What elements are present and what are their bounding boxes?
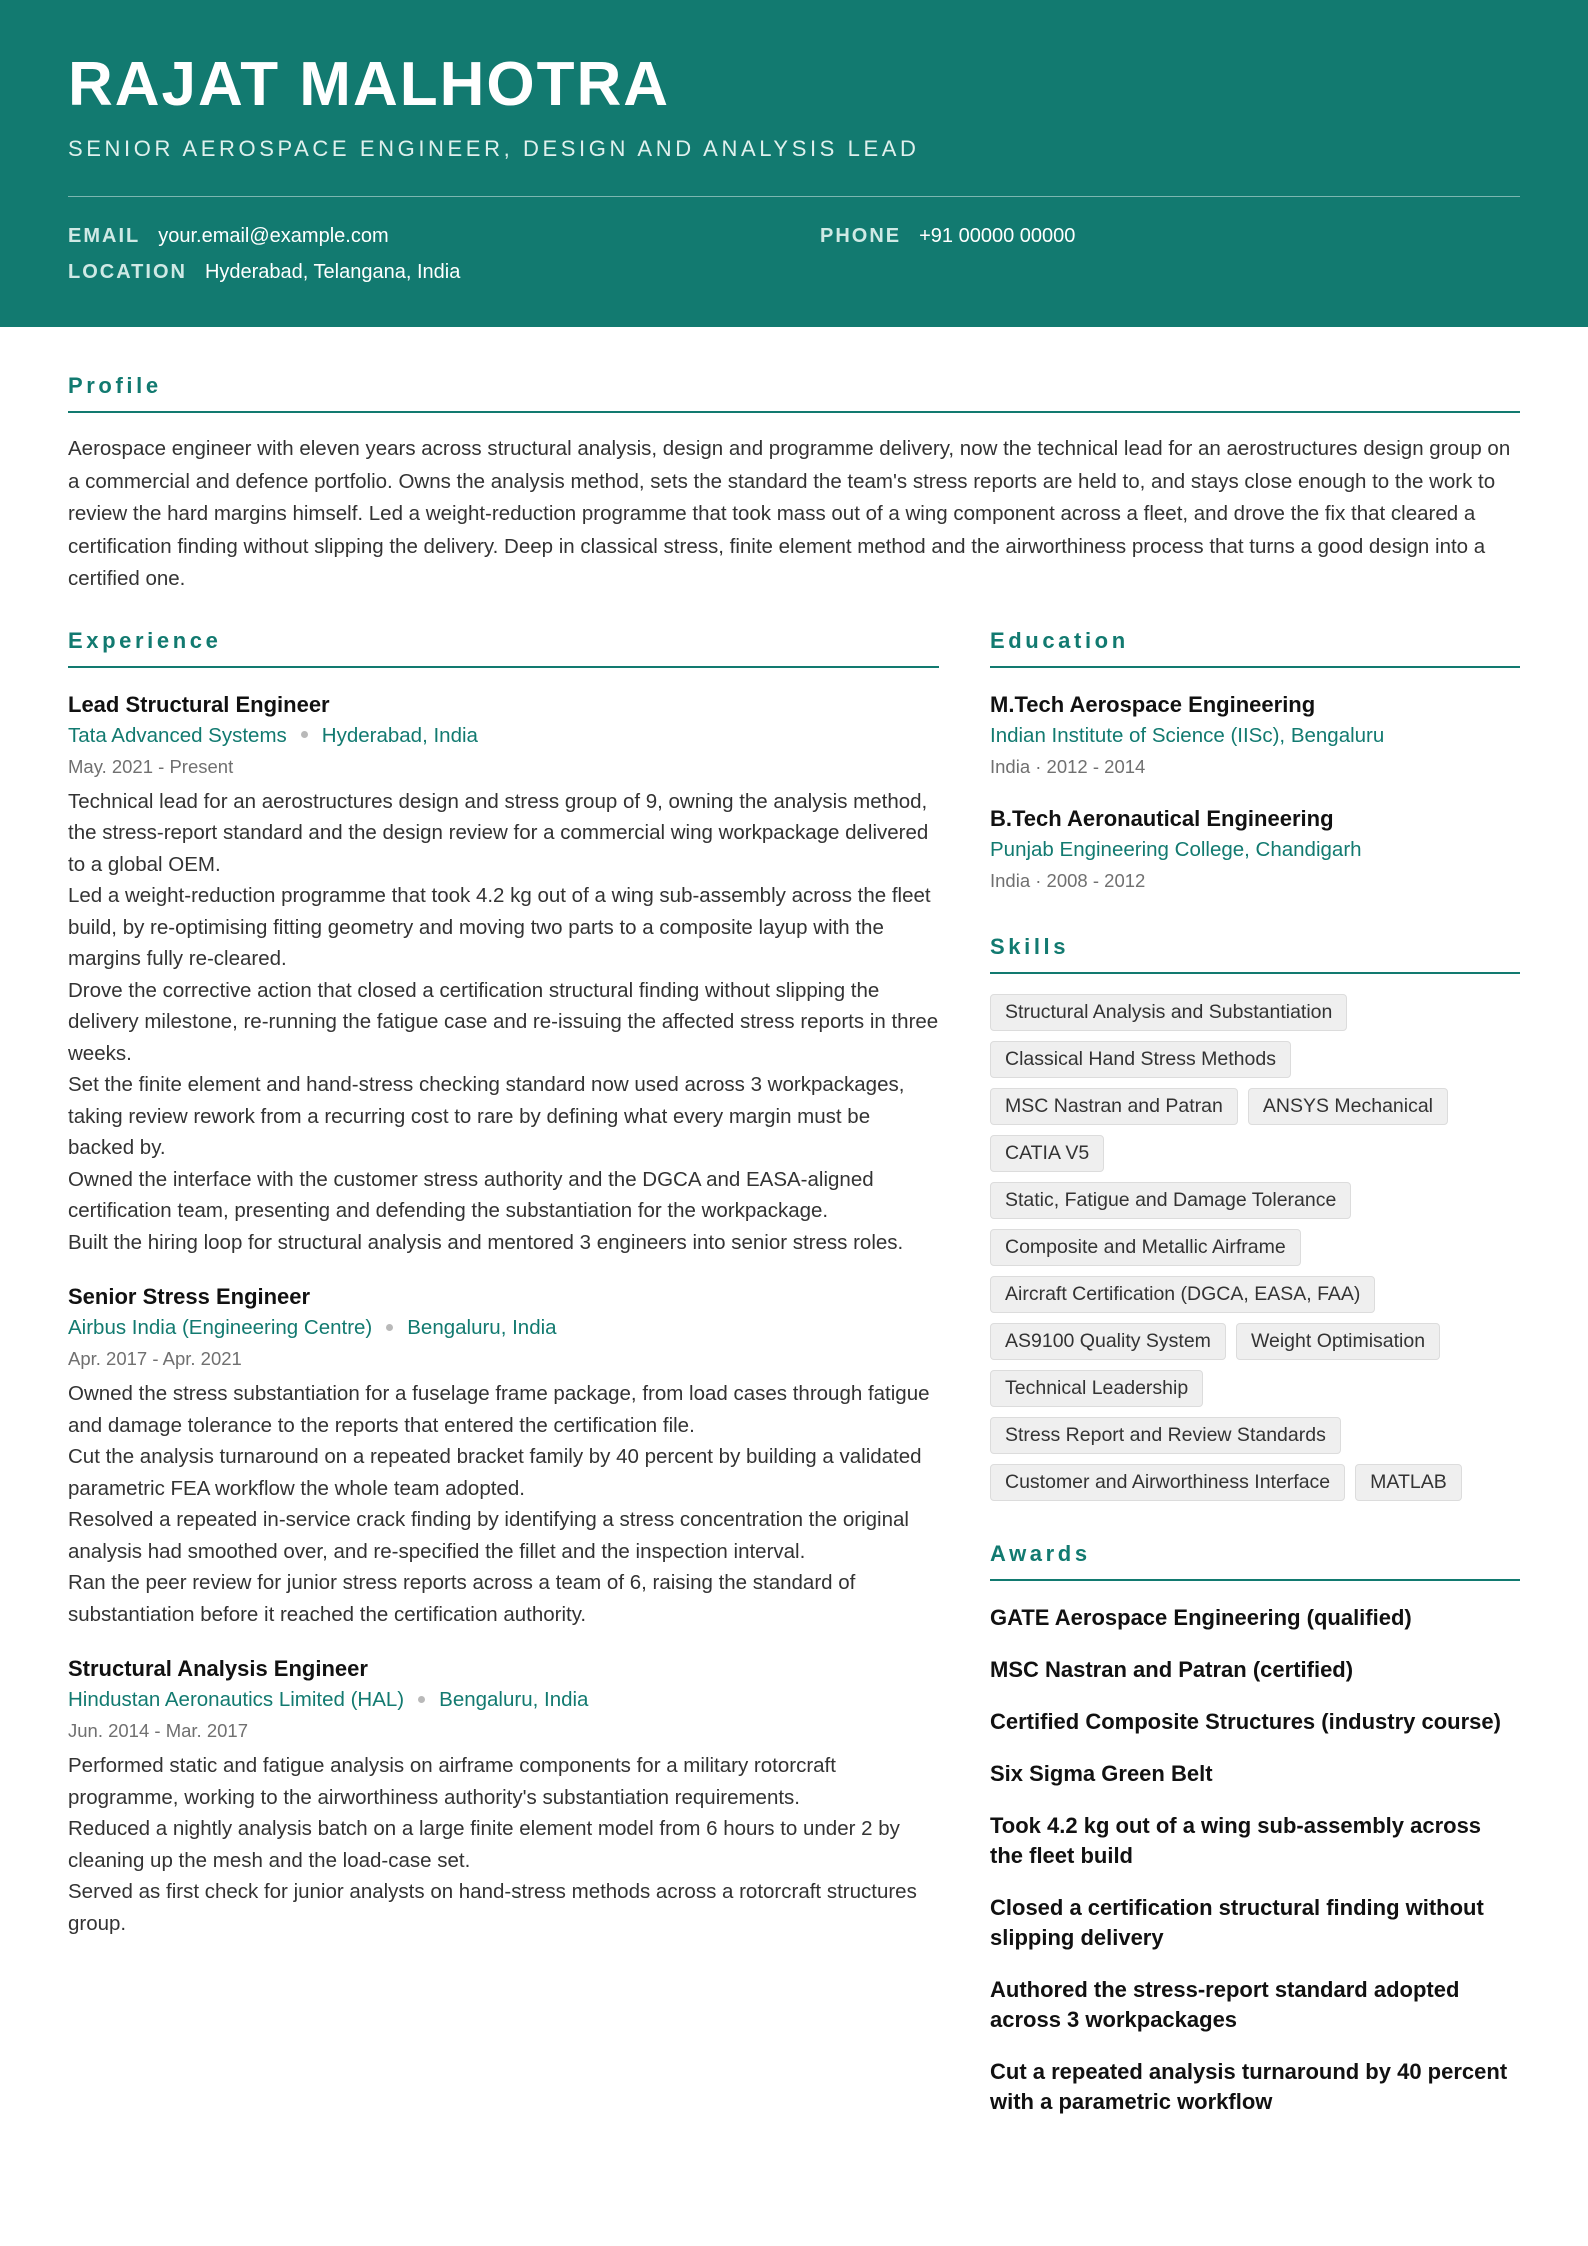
awards-section [990, 1541, 1520, 2117]
skill-chip: Classical Hand Stress Methods [990, 1041, 1291, 1078]
edu-meta: India · 2008 - 2012 [990, 869, 1146, 891]
job-bullet: Built the hiring loop for structural analysis and mentored 3 engineers into senior stress roles. [68, 1230, 904, 1254]
separator-dot-icon [301, 731, 308, 738]
separator-dot-icon [386, 1324, 393, 1331]
skill-row [990, 1229, 1520, 1266]
award-item: Took 4.2 kg out of a wing sub-assembly across the fleet build [990, 1812, 1482, 1868]
skill-row [990, 1417, 1520, 1454]
education-entry [990, 804, 1520, 896]
job-bullet: Technical lead for an aerostructures design and stress group of 9, owning the analysis method, the stress-report standard and the design review for a commercial wing workpackage delivered to a global OEM. [68, 789, 929, 876]
awards-title: Awards [990, 1541, 1520, 1581]
skill-chip: Stress Report and Review Standards [990, 1417, 1341, 1454]
header-divider [68, 196, 1520, 197]
skill-row [990, 1464, 1520, 1501]
contact-phone [820, 225, 1075, 248]
job-company: Hindustan Aeronautics Limited (HAL) [68, 1688, 405, 1711]
job-location: Bengaluru, India [407, 1316, 557, 1339]
candidate-tagline: SENIOR AEROSPACE ENGINEER, DESIGN AND ANALYSIS LEAD [68, 136, 920, 161]
job-bullet: Cut the analysis turnaround on a repeated bracket family by 40 percent by building a validated parametric FEA workflow the whole team adopted. [68, 1445, 922, 1500]
skill-chip: MATLAB [1355, 1464, 1462, 1501]
phone-label: PHONE [820, 225, 902, 247]
job-company: Tata Advanced Systems [68, 723, 287, 747]
edu-institution: Indian Institute of Science (IISc), Bengaluru [990, 723, 1385, 747]
education-entry [990, 690, 1520, 782]
skill-chip: Technical Leadership [990, 1370, 1203, 1407]
job-company: Airbus India (Engineering Centre) [68, 1316, 373, 1339]
job-title: Lead Structural Engineer [68, 691, 330, 717]
skill-chip: CATIA V5 [990, 1135, 1104, 1172]
job-bullet: Resolved a repeated in-service crack finding by identifying a stress concentration the original analysis had smoothed over, and re-specified the fillet and the inspection interval. [68, 1508, 909, 1563]
skill-chip: MSC Nastran and Patran [990, 1088, 1238, 1125]
email-label: EMAIL [68, 225, 141, 247]
skill-chip: Static, Fatigue and Damage Tolerance [990, 1182, 1351, 1219]
contact-email [68, 225, 389, 248]
skill-row [990, 1041, 1520, 1078]
job-bullet: Served as first check for junior analysts on hand-stress methods across a rotorcraft structures group. [68, 1880, 917, 1935]
two-column-layout [68, 628, 1520, 2139]
job-bullet: Ran the peer review for junior stress reports across a team of 6, raising the standard of substantiation before it reached the certification authority. [68, 1571, 856, 1626]
separator-dot-icon [418, 1696, 425, 1703]
job-bullet: Owned the stress substantiation for a fuselage frame package, from load cases through fatigue and damage tolerance to the reports that entered the certification file. [68, 1382, 930, 1437]
job-meta [68, 720, 939, 752]
award-item: Closed a certification structural finding without slipping delivery [990, 1894, 1484, 1950]
job-dates: Jun. 2014 - Mar. 2017 [68, 1720, 248, 1741]
award-item: GATE Aerospace Engineering (qualified) [990, 1604, 1412, 1630]
education-title: Education [990, 628, 1520, 668]
job-bullet: Performed static and fatigue analysis on airframe components for a military rotorcraft programme, working to the airworthiness authority's substantiation requirements. [68, 1754, 836, 1809]
resume-header [0, 0, 1588, 327]
job-bullet: Drove the corrective action that closed a certification structural finding without slipping the delivery milestone, re-running the fatigue case and re-issuing the affected stress reports in three weeks. [68, 978, 939, 1065]
right-column [990, 628, 1520, 2139]
skill-row [990, 1088, 1520, 1125]
awards-list [990, 1603, 1520, 2117]
job-bullet: Reduced a nightly analysis batch on a large finite element model from 6 hours to under 2 by cleaning up the mesh and the load-case set. [68, 1817, 900, 1872]
profile-text: Aerospace engineer with eleven years across structural analysis, design and programme delivery, now the technical lead for an aerostructures design group on a commercial and defence portfolio. Owns the analysis method, sets the standard the team's stress reports are held to, and stays close enough to the work to review the hard margins himself. Led a weight-reduction programme that took mass out of a wing component across a fleet, and drove the fix that cleared a certification finding without slipping the delivery. Deep in classical stress, finite element method and the airworthiness process that turns a good design into a certified one. [68, 437, 1511, 590]
skill-row [990, 1370, 1520, 1407]
edu-institution: Punjab Engineering College, Chandigarh [990, 837, 1362, 861]
resume-body [0, 373, 1588, 2139]
job-title: Senior Stress Engineer [68, 1284, 311, 1309]
job-bullets [68, 786, 939, 1259]
award-item: Authored the stress-report standard adopted across 3 workpackages [990, 1976, 1460, 2032]
skills-section [990, 934, 1520, 1501]
skill-chip: AS9100 Quality System [990, 1323, 1226, 1360]
skill-row [990, 1135, 1520, 1172]
skills-list [990, 994, 1520, 1501]
job-location: Hyderabad, India [321, 723, 478, 747]
job-bullet: Led a weight-reduction programme that took 4.2 kg out of a wing sub-assembly across the fleet build, by re-optimising fitting geometry and moving two parts to a composite layup with the margins fully re-cleared. [68, 884, 931, 970]
job-meta [68, 1684, 939, 1716]
skill-chip: Aircraft Certification (DGCA, EASA, FAA) [990, 1276, 1375, 1313]
job-meta [68, 1312, 939, 1344]
award-item: Certified Composite Structures (industry course) [990, 1708, 1501, 1734]
skill-chip: ANSYS Mechanical [1248, 1088, 1448, 1125]
award-item: Cut a repeated analysis turnaround by 40 percent with a parametric workflow [990, 2058, 1508, 2114]
job-entry [68, 1282, 939, 1630]
candidate-name: RAJAT MALHOTRA [68, 50, 671, 119]
skill-row [990, 1276, 1520, 1313]
experience-title: Experience [68, 628, 939, 668]
edu-meta: India · 2012 - 2014 [990, 755, 1146, 777]
skill-chip: Composite and Metallic Airframe [990, 1229, 1301, 1266]
job-dates: May. 2021 - Present [68, 755, 234, 777]
contact-info [68, 225, 1520, 305]
skill-chip: Customer and Airworthiness Interface [990, 1464, 1345, 1501]
skill-row [990, 1182, 1520, 1219]
job-entry [68, 690, 939, 1259]
email-value[interactable]: your.email@example.com [158, 225, 389, 247]
job-entry [68, 1654, 939, 1939]
location-value: Hyderabad, Telangana, India [204, 261, 461, 283]
phone-value[interactable]: +91 00000 00000 [919, 225, 1076, 247]
job-dates: Apr. 2017 - Apr. 2021 [68, 1348, 242, 1369]
edu-degree: M.Tech Aerospace Engineering [990, 691, 1316, 717]
award-item: Six Sigma Green Belt [990, 1760, 1213, 1786]
job-bullets [68, 1378, 939, 1630]
job-bullets [68, 1750, 939, 1939]
job-bullet: Set the finite element and hand-stress checking standard now used across 3 workpackages, taking review rework from a recurring cost to rare by defining what every margin must be backed by. [68, 1073, 905, 1159]
edu-degree: B.Tech Aeronautical Engineering [990, 805, 1334, 831]
skill-row [990, 994, 1520, 1031]
job-title: Structural Analysis Engineer [68, 1656, 368, 1681]
left-column [68, 628, 939, 2139]
profile-section [68, 373, 1520, 596]
job-bullet: Owned the interface with the customer stress authority and the DGCA and EASA-aligned certification team, presenting and defending the substantiation for the workpackage. [68, 1167, 874, 1222]
skill-chip: Weight Optimisation [1236, 1323, 1440, 1360]
contact-location [68, 261, 460, 284]
skill-row [990, 1323, 1520, 1360]
location-label: LOCATION [68, 261, 187, 283]
profile-title: Profile [68, 373, 1520, 413]
skill-chip: Structural Analysis and Substantiation [990, 994, 1347, 1031]
skills-title: Skills [990, 934, 1520, 974]
job-location: Bengaluru, India [439, 1688, 589, 1711]
award-item: MSC Nastran and Patran (certified) [990, 1656, 1354, 1682]
